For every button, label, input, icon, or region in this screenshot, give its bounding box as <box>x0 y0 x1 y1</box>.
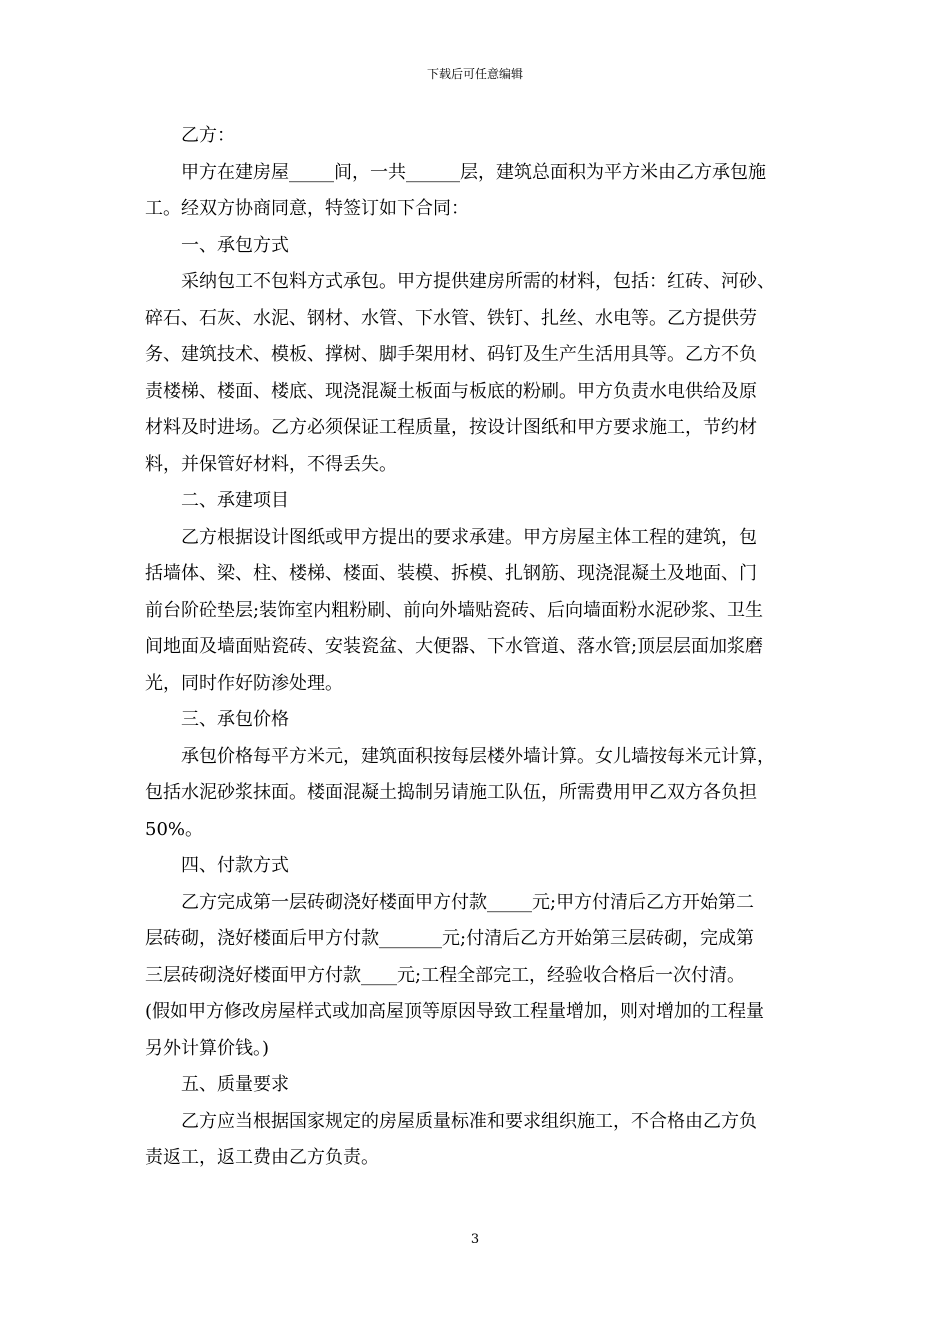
document-body <box>145 118 825 1177</box>
section3-paragraph-line: 50%。 <box>145 818 204 840</box>
section1-paragraph-line: 材料及时进场。乙方必须保证工程质量，按设计图纸和甲方要求施工，节约材 <box>145 417 757 438</box>
section5-paragraph-line: 责返工，返工费由乙方负责。 <box>145 1147 379 1168</box>
section2-paragraph-line: 乙方根据设计图纸或甲方提出的要求承建。甲方房屋主体工程的建筑，包 <box>181 526 757 548</box>
intro-paragraph-line: 甲方在建房屋_____间，一共______层，建筑总面积为平方米由乙方承包施 <box>181 161 766 183</box>
section3-paragraph-line: 承包价格每平方米元，建筑面积按每层楼外墙计算。女儿墙按每米元计算， <box>181 745 775 767</box>
section-heading-construction-items: 二、承建项目 <box>181 490 289 511</box>
section1-paragraph-line: 务、建筑技术、模板、撑树、脚手架用材、码钉及生产生活用具等。乙方不负 <box>145 344 757 365</box>
section4-paragraph-line: 乙方完成第一层砖砌浇好楼面甲方付款_____元;甲方付清后乙方开始第二 <box>181 891 755 913</box>
section4-paragraph-line: 层砖砌，浇好楼面后甲方付款_______元;付清后乙方开始第三层砖砌，完成第 <box>145 928 755 949</box>
section-heading-quality-requirements: 五、质量要求 <box>181 1074 289 1095</box>
section2-paragraph-line: 括墙体、梁、柱、楼梯、楼面、装模、拆模、扎钢筋、现浇混凝土及地面、门 <box>145 563 757 584</box>
section2-paragraph-line: 前台阶砼垫层;装饰室内粗粉刷、前向外墙贴瓷砖、后向墙面粉水泥砂浆、卫生 <box>145 599 764 621</box>
section2-paragraph-line: 间地面及墙面贴瓷砖、安装瓷盆、大便器、下水管道、落水管;顶层层面加浆磨 <box>145 636 764 657</box>
section4-paragraph-line: 三层砖砌浇好楼面甲方付款____元;工程全部完工，经验收合格后一次付清。 <box>145 964 746 986</box>
page-number: 3 <box>470 1232 480 1247</box>
section5-paragraph-line: 乙方应当根据国家规定的房屋质量标准和要求组织施工，不合格由乙方负 <box>181 1110 757 1132</box>
section4-paragraph-line: (假如甲方修改房屋样式或加高屋顶等原因导致工程量增加，则对增加的工程量 <box>145 1001 765 1022</box>
section2-paragraph-line: 光，同时作好防渗处理。 <box>145 672 343 694</box>
section1-paragraph-line: 碎石、石灰、水泥、钢材、水管、下水管、铁钉、扎丝、水电等。乙方提供劳 <box>145 307 757 329</box>
section1-paragraph-line: 责楼梯、楼面、楼底、现浇混凝土板面与板底的粉刷。甲方负责水电供给及原 <box>145 380 757 402</box>
section1-paragraph-line: 料，并保管好材料，不得丢失。 <box>145 453 397 475</box>
section-heading-payment-method: 四、付款方式 <box>181 855 289 876</box>
section1-paragraph-line: 采纳包工不包料方式承包。甲方提供建房所需的材料，包括：红砖、河砂、 <box>181 271 775 292</box>
section-heading-contract-method: 一、承包方式 <box>181 234 289 256</box>
intro-paragraph-line: 工。经双方协商同意，特签订如下合同： <box>145 198 469 219</box>
section-heading-contract-price: 三、承包价格 <box>181 709 289 730</box>
party-b-label: 乙方： <box>181 125 235 146</box>
section4-paragraph-line: 另外计算价钱。) <box>145 1037 270 1059</box>
page-header: 下载后可任意编辑 <box>426 67 523 81</box>
section3-paragraph-line: 包括水泥砂浆抹面。楼面混凝土捣制另请施工队伍，所需费用甲乙双方各负担 <box>145 782 757 803</box>
